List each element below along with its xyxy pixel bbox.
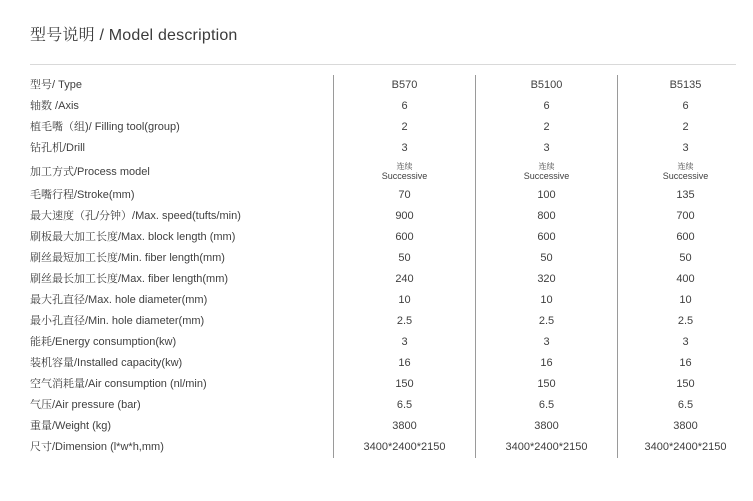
row-value-b5135: 3800: [617, 416, 753, 437]
row-value-b5100: 150: [475, 374, 617, 395]
row-value-b570: 50: [333, 248, 475, 269]
row-value-b570: 3: [333, 332, 475, 353]
row-label: 最小孔直径/Min. hole diameter(mm): [30, 315, 205, 328]
row-value-b5100: 16: [475, 353, 617, 374]
row-label: 毛嘴行程/Stroke(mm): [30, 189, 135, 202]
table-row: [30, 227, 753, 248]
row-label: 刷丝最短加工长度/Min. fiber length(mm): [30, 252, 225, 265]
row-value-b5100: B5100: [475, 75, 617, 96]
row-label: 型号/ Type: [30, 79, 82, 92]
row-value-b5100: 3: [475, 138, 617, 159]
table-row: [30, 353, 753, 374]
row-value-b5135: 2: [617, 117, 753, 138]
row-value-b5135: 3: [617, 138, 753, 159]
row-value-b5100: 600: [475, 227, 617, 248]
row-value-b5100: 10: [475, 290, 617, 311]
row-value-b570: B570: [333, 75, 475, 96]
row-value-b570: 16: [333, 353, 475, 374]
row-value-b5100: 6: [475, 96, 617, 117]
row-label: 装机容量/Installed capacity(kw): [30, 357, 183, 370]
row-value-b5100: 连续 Successive: [475, 159, 617, 185]
table-row: [30, 206, 753, 227]
row-label: 植毛嘴（组)/ Filling tool(group): [30, 121, 180, 134]
row-value-b570: 6: [333, 96, 475, 117]
row-value-b5135: 700: [617, 206, 753, 227]
row-value-b5135: 6.5: [617, 395, 753, 416]
row-label: 气压/Air pressure (bar): [30, 399, 141, 412]
row-value-b5135: B5135: [617, 75, 753, 96]
row-label: 钻孔机/Drill: [30, 142, 85, 155]
row-value-b570: 3400*2400*2150: [333, 437, 475, 458]
page-title: 型号说明 / Model description: [30, 27, 238, 44]
row-value-b570: 3800: [333, 416, 475, 437]
row-value-b5135: 150: [617, 374, 753, 395]
table-row: [30, 311, 753, 332]
row-value-b570: 6.5: [333, 395, 475, 416]
row-value-b5135: 135: [617, 185, 753, 206]
table-row: [30, 269, 753, 290]
row-value-b570: 150: [333, 374, 475, 395]
row-value-b5100: 3: [475, 332, 617, 353]
table-row: [30, 290, 753, 311]
row-label: 能耗/Energy consumption(kw): [30, 336, 177, 349]
row-value-b570: 70: [333, 185, 475, 206]
table-row: [30, 437, 753, 458]
row-value-b5100: 320: [475, 269, 617, 290]
model-spec-table: [30, 75, 753, 458]
row-value-b5135: 3: [617, 332, 753, 353]
row-label: 最大孔直径/Max. hole diameter(mm): [30, 294, 208, 307]
row-value-b5135: 连续 Successive: [617, 159, 753, 185]
table-row: [30, 138, 753, 159]
table-row: [30, 96, 753, 117]
row-value-b5100: 2: [475, 117, 617, 138]
row-value-b5135: 10: [617, 290, 753, 311]
row-label: 加工方式/Process model: [30, 165, 150, 178]
table-row: [30, 185, 753, 206]
row-value-b5135: 400: [617, 269, 753, 290]
row-value-b5135: 50: [617, 248, 753, 269]
row-value-b5135: 600: [617, 227, 753, 248]
table-row: [30, 75, 753, 96]
row-value-b570: 2.5: [333, 311, 475, 332]
table-row: [30, 395, 753, 416]
row-label: 刷丝最长加工长度/Max. fiber length(mm): [30, 273, 229, 286]
row-value-b5135: 6: [617, 96, 753, 117]
row-value-b5100: 50: [475, 248, 617, 269]
row-value-b570: 连续 Successive: [333, 159, 475, 185]
row-value-b5135: 3400*2400*2150: [617, 437, 753, 458]
row-value-b5135: 2.5: [617, 311, 753, 332]
table-row: [30, 332, 753, 353]
row-value-b570: 3: [333, 138, 475, 159]
table-row: [30, 416, 753, 437]
table-row: [30, 159, 753, 185]
row-label: 尺寸/Dimension (l*w*h,mm): [30, 441, 164, 454]
row-value-b5100: 6.5: [475, 395, 617, 416]
row-value-b570: 900: [333, 206, 475, 227]
title-divider: [30, 64, 736, 65]
row-label: 空气消耗量/Air consumption (nl/min): [30, 378, 207, 391]
row-label: 刷板最大加工长度/Max. block length (mm): [30, 231, 236, 244]
row-value-b5100: 3800: [475, 416, 617, 437]
row-value-b5100: 100: [475, 185, 617, 206]
row-value-b570: 10: [333, 290, 475, 311]
row-value-b5100: 3400*2400*2150: [475, 437, 617, 458]
row-value-b570: 2: [333, 117, 475, 138]
row-value-b5135: 16: [617, 353, 753, 374]
row-label: 轴数 /Axis: [30, 100, 79, 113]
table-row: [30, 117, 753, 138]
row-value-b570: 600: [333, 227, 475, 248]
row-value-b5100: 800: [475, 206, 617, 227]
table-row: [30, 248, 753, 269]
row-value-b570: 240: [333, 269, 475, 290]
row-value-b5100: 2.5: [475, 311, 617, 332]
row-label: 最大速度（孔/分钟）/Max. speed(tufts/min): [30, 210, 241, 223]
table-row: [30, 374, 753, 395]
row-label: 重量/Weight (kg): [30, 420, 112, 433]
